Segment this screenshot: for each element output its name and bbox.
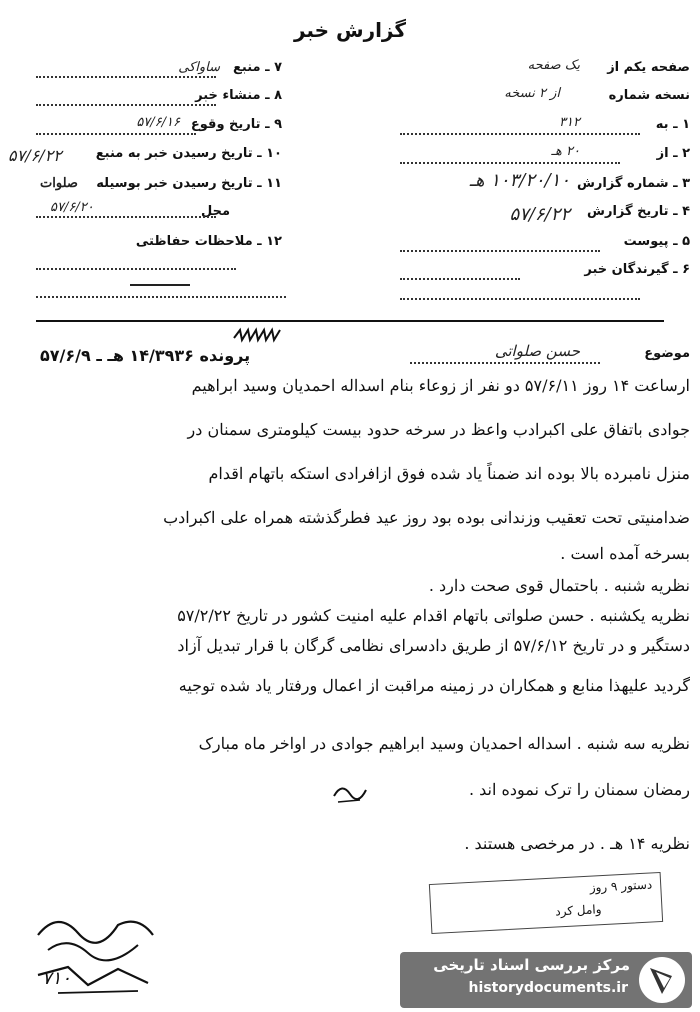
watermark-url: historydocuments.ir: [468, 980, 628, 996]
left-field-value-place: ۵۷/۶/۲۰: [50, 200, 94, 215]
right-field-value-copy: از ۲ نسخه: [504, 86, 560, 101]
right-field-label-attachment: ۵ ـ پیوست: [623, 234, 690, 249]
body-line: ارساعت ۱۴ روز ۵۷/۶/۱۱ دو نفر از زوعاء بنام اسداله احمدیان وسید ابراهیم: [191, 376, 690, 395]
body-line: دستگیر و در تاریخ ۵۷/۶/۱۲ از طریق دادسرای نظامی گرگان با قرار تبدیل آزاد: [177, 636, 690, 655]
right-field-value-report-date: ۵۷/۶/۲۲: [509, 204, 570, 225]
body-line: نظریه یکشنبه . حسن صلواتی باتهام اقدام علیه امنیت کشور در تاریخ ۵۷/۲/۲۲: [177, 606, 690, 625]
right-field-label-from: ۲ ـ از: [656, 146, 690, 161]
reference-number: پرونده ۱۴/۳۹۳۶ هـ ـ ۵۷/۶/۹: [40, 346, 251, 365]
body-line: نظریه ۱۴ هـ . در مرخصی هستند .: [464, 834, 690, 853]
left-field-label-received-source: ۱۰ ـ تاریخ رسیدن خبر به منبع: [95, 146, 282, 161]
right-field-value-from: ۲۰ هـ: [551, 144, 580, 159]
archive-logo-icon: [636, 954, 688, 1006]
signature-number: ۷۱۰: [42, 968, 72, 989]
received-stamp: [429, 872, 663, 934]
body-line: منزل نامبرده بالا بوده اند ضمناً یاد شده فوق ازافرادی استکه باتهام اقدام: [208, 464, 690, 483]
right-field-value-to: ۳۱۲: [559, 115, 580, 130]
body-line: ضدامنیتی تحت تعقیب وزندانی بوده بود روز عید فطرگذشته همراه علی اکبرادب: [163, 508, 690, 527]
body-line: رمضان سمنان را ترک نموده اند .: [468, 780, 690, 799]
left-field-value-source: ساواکی: [178, 60, 220, 75]
stamp-text-2: وامل کرد: [554, 902, 602, 919]
classification-scribble-icon: [232, 326, 282, 344]
right-field-value-page: یک صفحه: [527, 58, 580, 73]
left-field-label-event-date: ۹ ـ تاریخ وقوع: [190, 117, 282, 132]
document-title: گزارش خبر: [293, 18, 407, 42]
left-field-label-source: ۷ ـ منبع: [233, 60, 282, 75]
right-field-label-recipients: ۶ ـ گیرندگان خبر: [584, 262, 690, 277]
left-field-value-received-source: ۵۷/۶/۲۲: [8, 146, 62, 165]
left-field-label-place: محل: [200, 204, 230, 219]
body-line: بسرخه آمده است .: [560, 544, 690, 563]
signature-icon: [28, 905, 168, 1005]
left-field-label-received-by: ۱۱ ـ تاریخ رسیدن خبر بوسیله: [96, 176, 282, 191]
body-line: نظریه سه شنبه . اسداله احمدیان وسید ابراهیم جوادی در اواخر ماه مبارک: [198, 734, 690, 753]
left-field-label-origin: ۸ ـ منشاء خبر: [195, 88, 282, 103]
left-field-value-received-by: صلوات: [40, 176, 78, 191]
body-line: نظریه شنبه . باحتمال قوی صحت دارد .: [428, 576, 690, 595]
right-field-label-report-date: ۴ ـ تاریخ گزارش: [587, 204, 690, 219]
body-line: جوادی باتفاق علی اکبرادب واعظ در سرخه حدود بیست کیلومتری سمنان در: [187, 420, 690, 439]
subject-label: موضوع: [644, 346, 690, 361]
right-field-label-to: ۱ ـ به: [655, 117, 690, 132]
watermark-title: مرکز بررسی اسناد تاریخی: [433, 956, 630, 974]
right-field-label-copy: نسخه شماره: [608, 88, 690, 103]
left-field-label-notes: ۱۲ ـ ملاحظات حفاظتی: [135, 234, 282, 249]
right-field-value-report-number: ۱۰۳/۲۰/۱۰ هـ: [469, 170, 570, 191]
handwritten-mark-icon: [330, 780, 370, 806]
header-separator: [36, 320, 664, 322]
body-line: گردید علیهذا منابع و همکاران در زمینه مراقبت از اعمال ورفتار یاد شده توجیه: [178, 676, 690, 695]
stamp-text: دستور ۹ روز: [589, 877, 653, 895]
left-field-value-event-date: ۵۷/۶/۱۶: [136, 115, 180, 130]
right-field-label-report-number: ۳ ـ شماره گزارش: [576, 176, 690, 191]
subject-value: حسن صلواتی: [494, 342, 580, 360]
right-field-label-page: صفحه یکم از: [607, 60, 690, 75]
